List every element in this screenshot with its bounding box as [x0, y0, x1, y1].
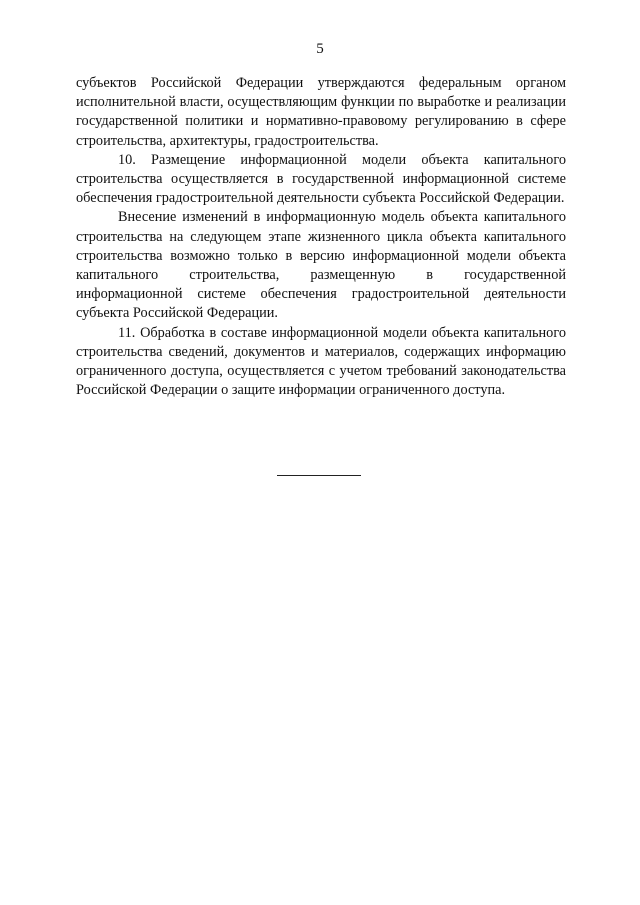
- paragraph-clause-10: 10. Размещение информационной модели объекта капитального строительства осуществляется в государственной информационной системе обеспечения градостроительной деятельности субъекта Российской Федерации.: [76, 151, 566, 207]
- paragraph-clause-11: 11. Обработка в составе информационной модели объекта капитального строительства сведений, документов и материалов, содержащих информацию ограниченного доступа, осуществляется с учетом требований законодательства Российской Федерации о защите информации ограниченного доступа.: [76, 324, 566, 399]
- document-body: [76, 74, 566, 400]
- end-of-document-divider: [277, 475, 361, 476]
- paragraph-continuation: субъектов Российской Федерации утверждаются федеральным органом исполнительной власти, осуществляющим функции по выработке и реализации государственной политики и нормативно-правовому регулированию в сфере строительства, архитектуры, градостроительства.: [76, 75, 566, 149]
- paragraph-amendments: Внесение изменений в информационную модель объекта капитального строительства на следующем этапе жизненного цикла объекта капитального строительства возможно только в версию информационной модели объекта капитального строительства, размещенную в государственной информационной системе обеспечения градостроительной деятельности субъекта Российской Федерации.: [76, 209, 566, 322]
- page-number: 5: [316, 41, 324, 57]
